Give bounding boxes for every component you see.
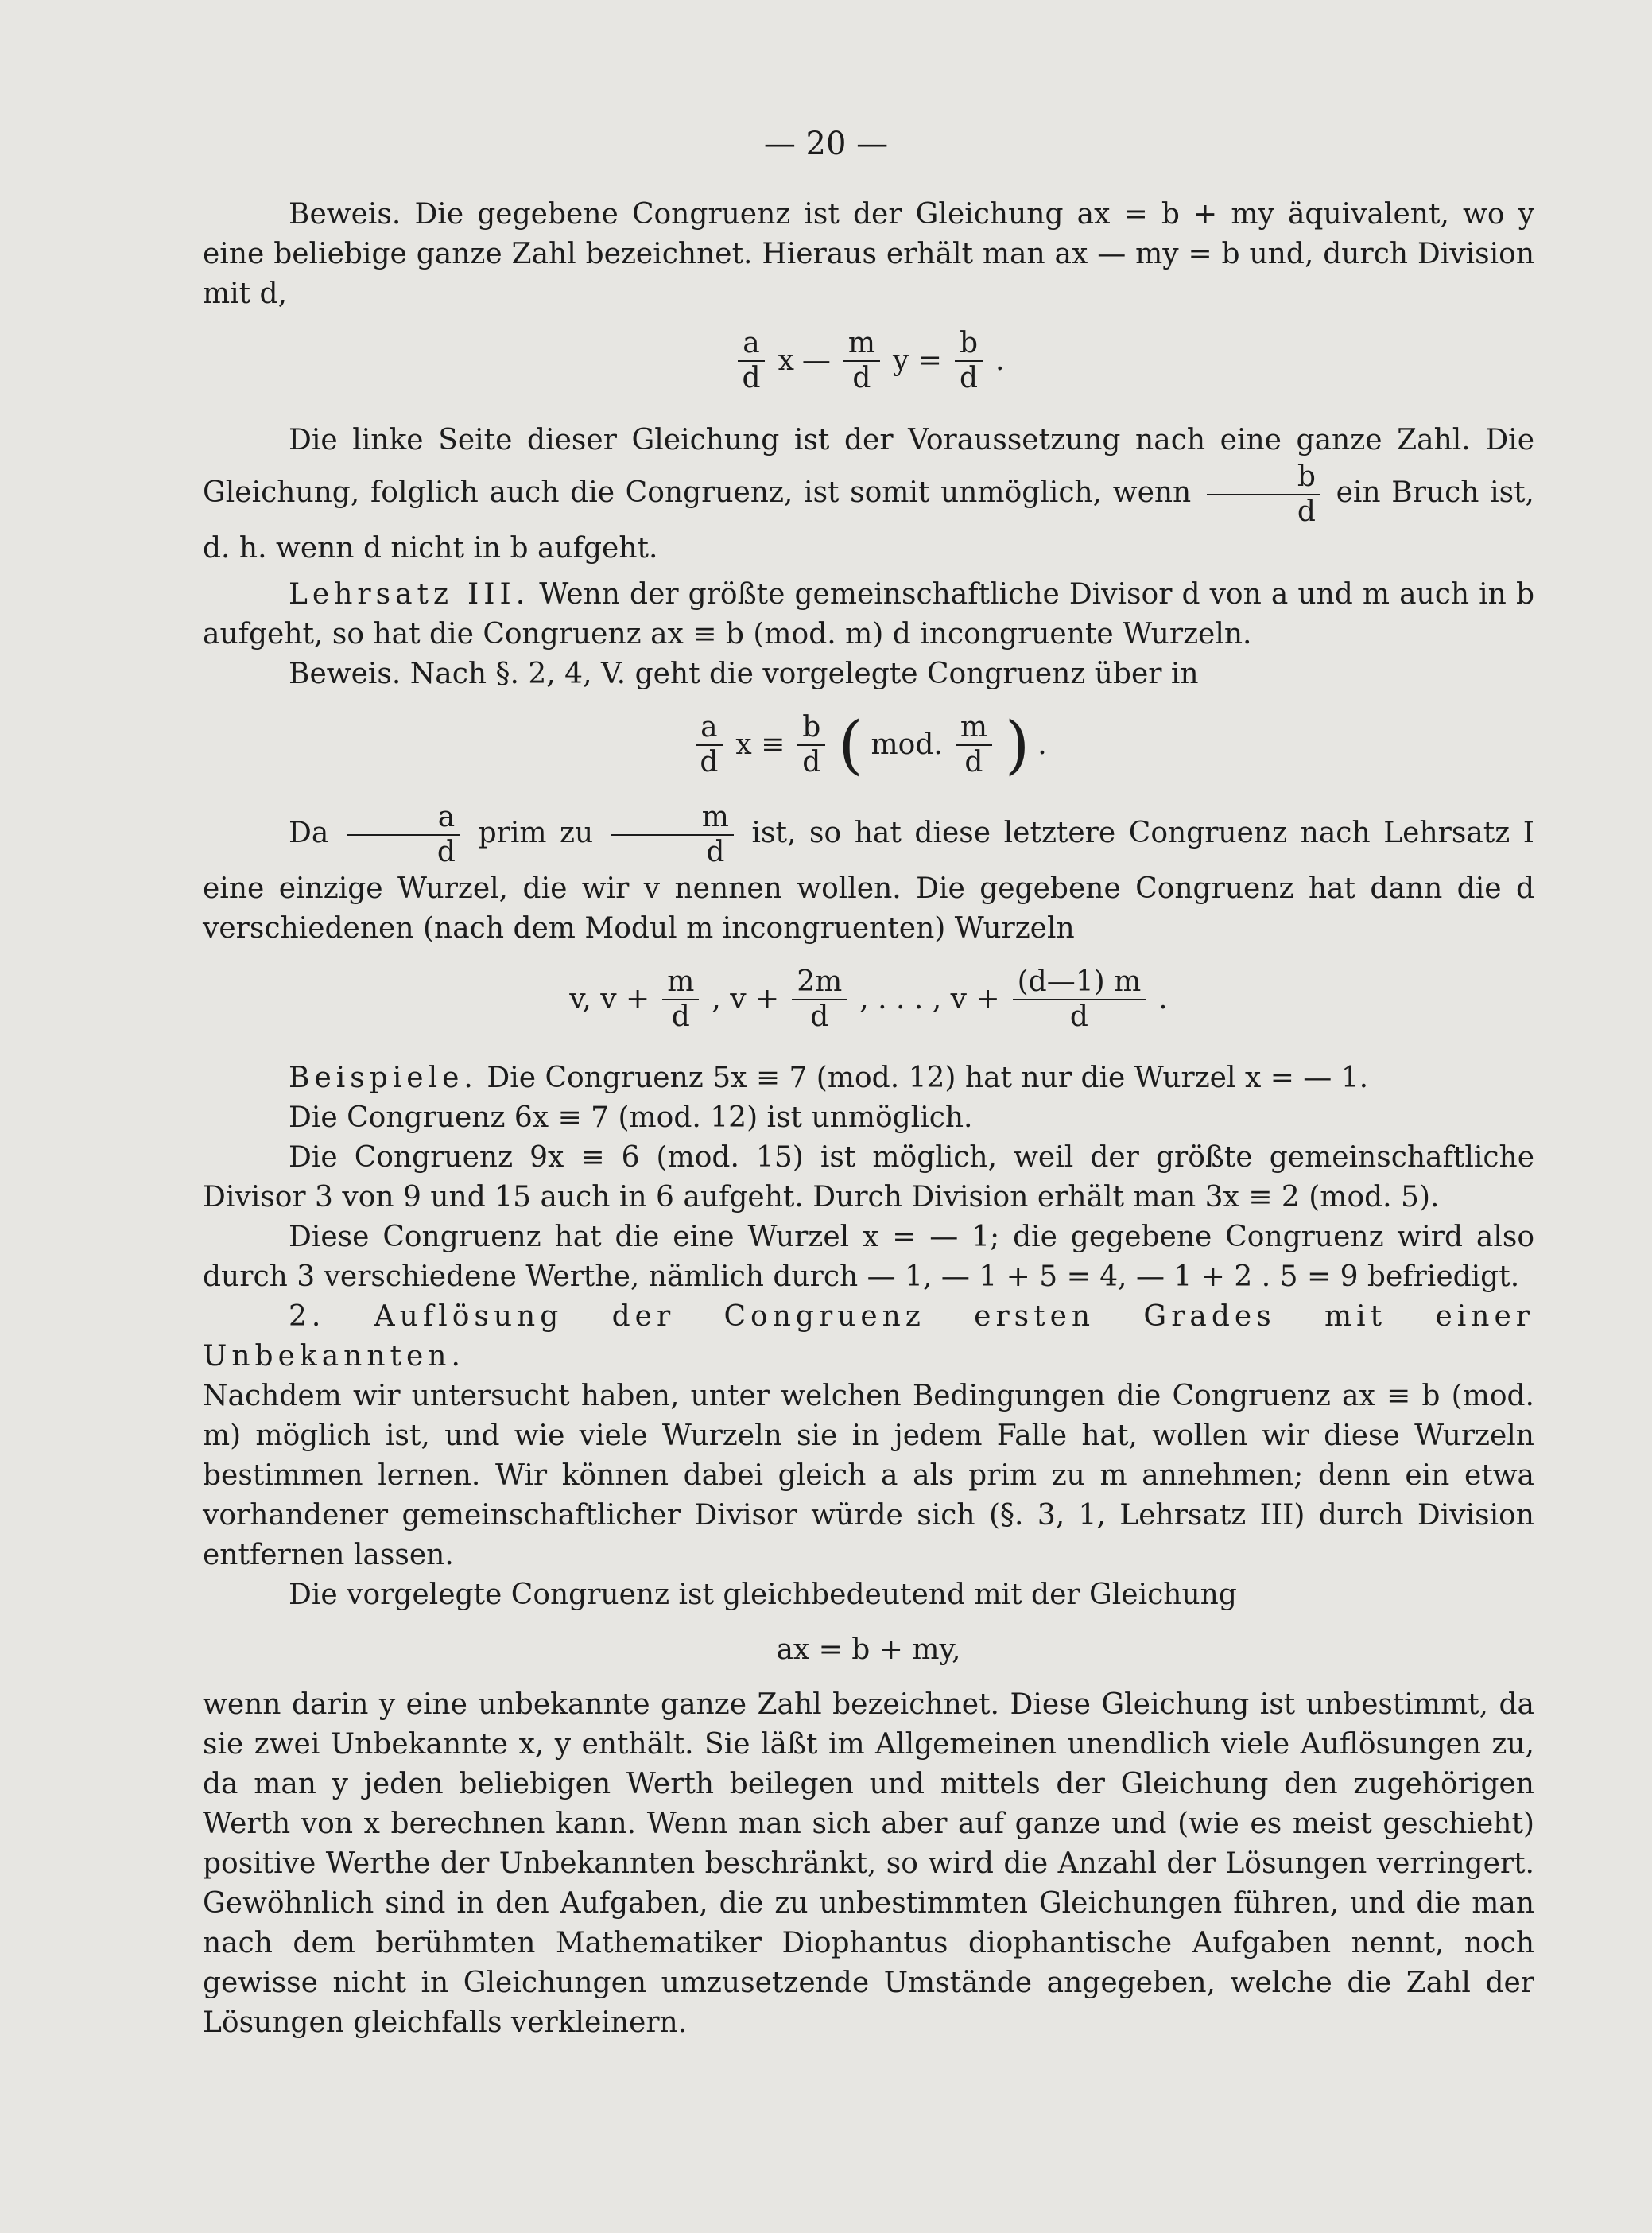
frac-b-d: $\frac{b}{d}$	[955, 327, 983, 395]
paragraph-linke: Die linke Seite dieser Gleichung ist der Voraussetzung nach eine ganze Zahl. Die Gleichung, folglich auch die Congruenz, ist somit unmöglich, wenn $\frac{b}{d}$ ein Bruch ist, d. h. wenn d nicht in b aufgeht.	[203, 424, 1534, 565]
frac-m-d: $\frac{m}{d}$	[843, 327, 880, 395]
paragraph-da: Da $\frac{a}{d}$ prim zu $\frac{m}{d}$ ist, so hat diese letztere Congruenz nach Lehrsatz I eine einzige Wurzel, die wir v nennen wollen. Die gegebene Congruenz hat dann die d verschiedenen (nach dem Modul m incongruenten) Wurzeln	[203, 801, 1535, 945]
lehrsatz-label: Lehrsatz III.	[289, 578, 530, 611]
section-2-text: Nachdem wir untersucht haben, unter welchen Bedingungen die Congruenz ax ≡ b (mod. m) möglich ist, und wie viele Wurzeln sie in jedem Falle hat, wollen wir diese Wurzeln bestimmen lernen. Wir können dabei gleich a als prim zu m annehmen; denn ein etwa vorhandener gemeinschaftlicher Divisor würde sich (§. 3, 1, Lehrsatz III) durch Division entfernen lassen.	[203, 1380, 1534, 1571]
equation-1: $\frac{a}{d}$ x — $\frac{m}{d}$ y = $\frac{b}{d}$ .	[203, 317, 1534, 405]
section-2-heading: 2. Auflösung der Congruenz ersten Grades mit einer Unbekannten.	[203, 1300, 1534, 1373]
paragraph-vorgelegte: Die vorgelegte Congruenz ist gleichbedeutend mit der Gleichung	[289, 1579, 1237, 1611]
lehrsatz-paragraph: Lehrsatz III. Wenn der größte gemeinschaftliche Divisor d von a und m auch in b aufgeht, so hat die Congruenz ax ≡ b (mod. m) d incongruente Wurzeln.	[203, 578, 1534, 650]
example-4: Diese Congruenz hat die eine Wurzel x = — 1; die gegebene Congruenz wird also durch 3 verschiedene Werthe, nämlich durch — 1, — 1 + 5 = 4, — 1 + 2 . 5 = 9 befriedigt.	[203, 1221, 1534, 1293]
paragraph-last: wenn darin y eine unbekannte ganze Zahl bezeichnet. Diese Gleichung ist unbestimmt, da sie zwei Unbekannte x, y enthält. Sie läßt im Allgemeinen unendlich viele Auflösungen zu, da man y jeden beliebigen Werth beilegen und mittels der Gleichung den zugehörigen Werth von x berechnen kann. Wenn man sich aber auf ganze und (wie es meist geschieht) positive Werthe der Unbekannten beschränkt, so wird die Anzahl der Lösungen verringert. Gewöhnlich sind in den Aufgaben, die zu unbestimmten Gleichungen führen, und die man nach dem berühmten Mathematiker Diophantus diophantische Aufgaben nennt, noch gewisse nicht in Gleichungen umzusetzende Umstände angegeben, welche die Zahl der Lösungen gleichfalls verkleinern.	[203, 1688, 1534, 2039]
proof-paragraph-1: Beweis. Die gegebene Congruenz ist der Gleichung ax = b + my äquivalent, wo y eine beliebige ganze Zahl bezeichnet. Hieraus erhält man ax — my = b und, durch Division mit d,	[203, 198, 1534, 310]
page-number: — 20 —	[763, 126, 889, 162]
example-3: Die Congruenz 9x ≡ 6 (mod. 15) ist möglich, weil der größte gemeinschaftliche Divisor 3 von 9 und 15 auch in 6 aufgeht. Durch Division erhält man 3x ≡ 2 (mod. 5).	[203, 1141, 1534, 1214]
equation-3: v, v + $\frac{m}{d}$ , v + $\frac{2m}{d}$ , . . . , v + $\frac{(d—1) m}{d}$ .	[569, 965, 1168, 1033]
examples-paragraph: Beispiele. Die Congruenz 5x ≡ 7 (mod. 12) hat nur die Wurzel x = — 1.	[289, 1062, 1369, 1094]
examples-label: Beispiele.	[289, 1062, 478, 1094]
main-text	[203, 195, 1534, 2043]
proof-paragraph-2: Beweis. Nach §. 2, 4, V. geht die vorgelegte Congruenz über in	[289, 658, 1199, 690]
frac-a-d: $\frac{a}{d}$	[738, 327, 766, 395]
frac-b-d-inline: $\frac{b}{d}$	[1207, 460, 1320, 529]
example-2: Die Congruenz 6x ≡ 7 (mod. 12) ist unmöglich.	[289, 1101, 973, 1134]
equation-4: ax = b + my,	[776, 1633, 961, 1666]
equation-2: $\frac{a}{d}$ x ≡ $\frac{b}{d}$ ( mod. $\frac{m}{d}$ ) .	[203, 697, 1534, 793]
